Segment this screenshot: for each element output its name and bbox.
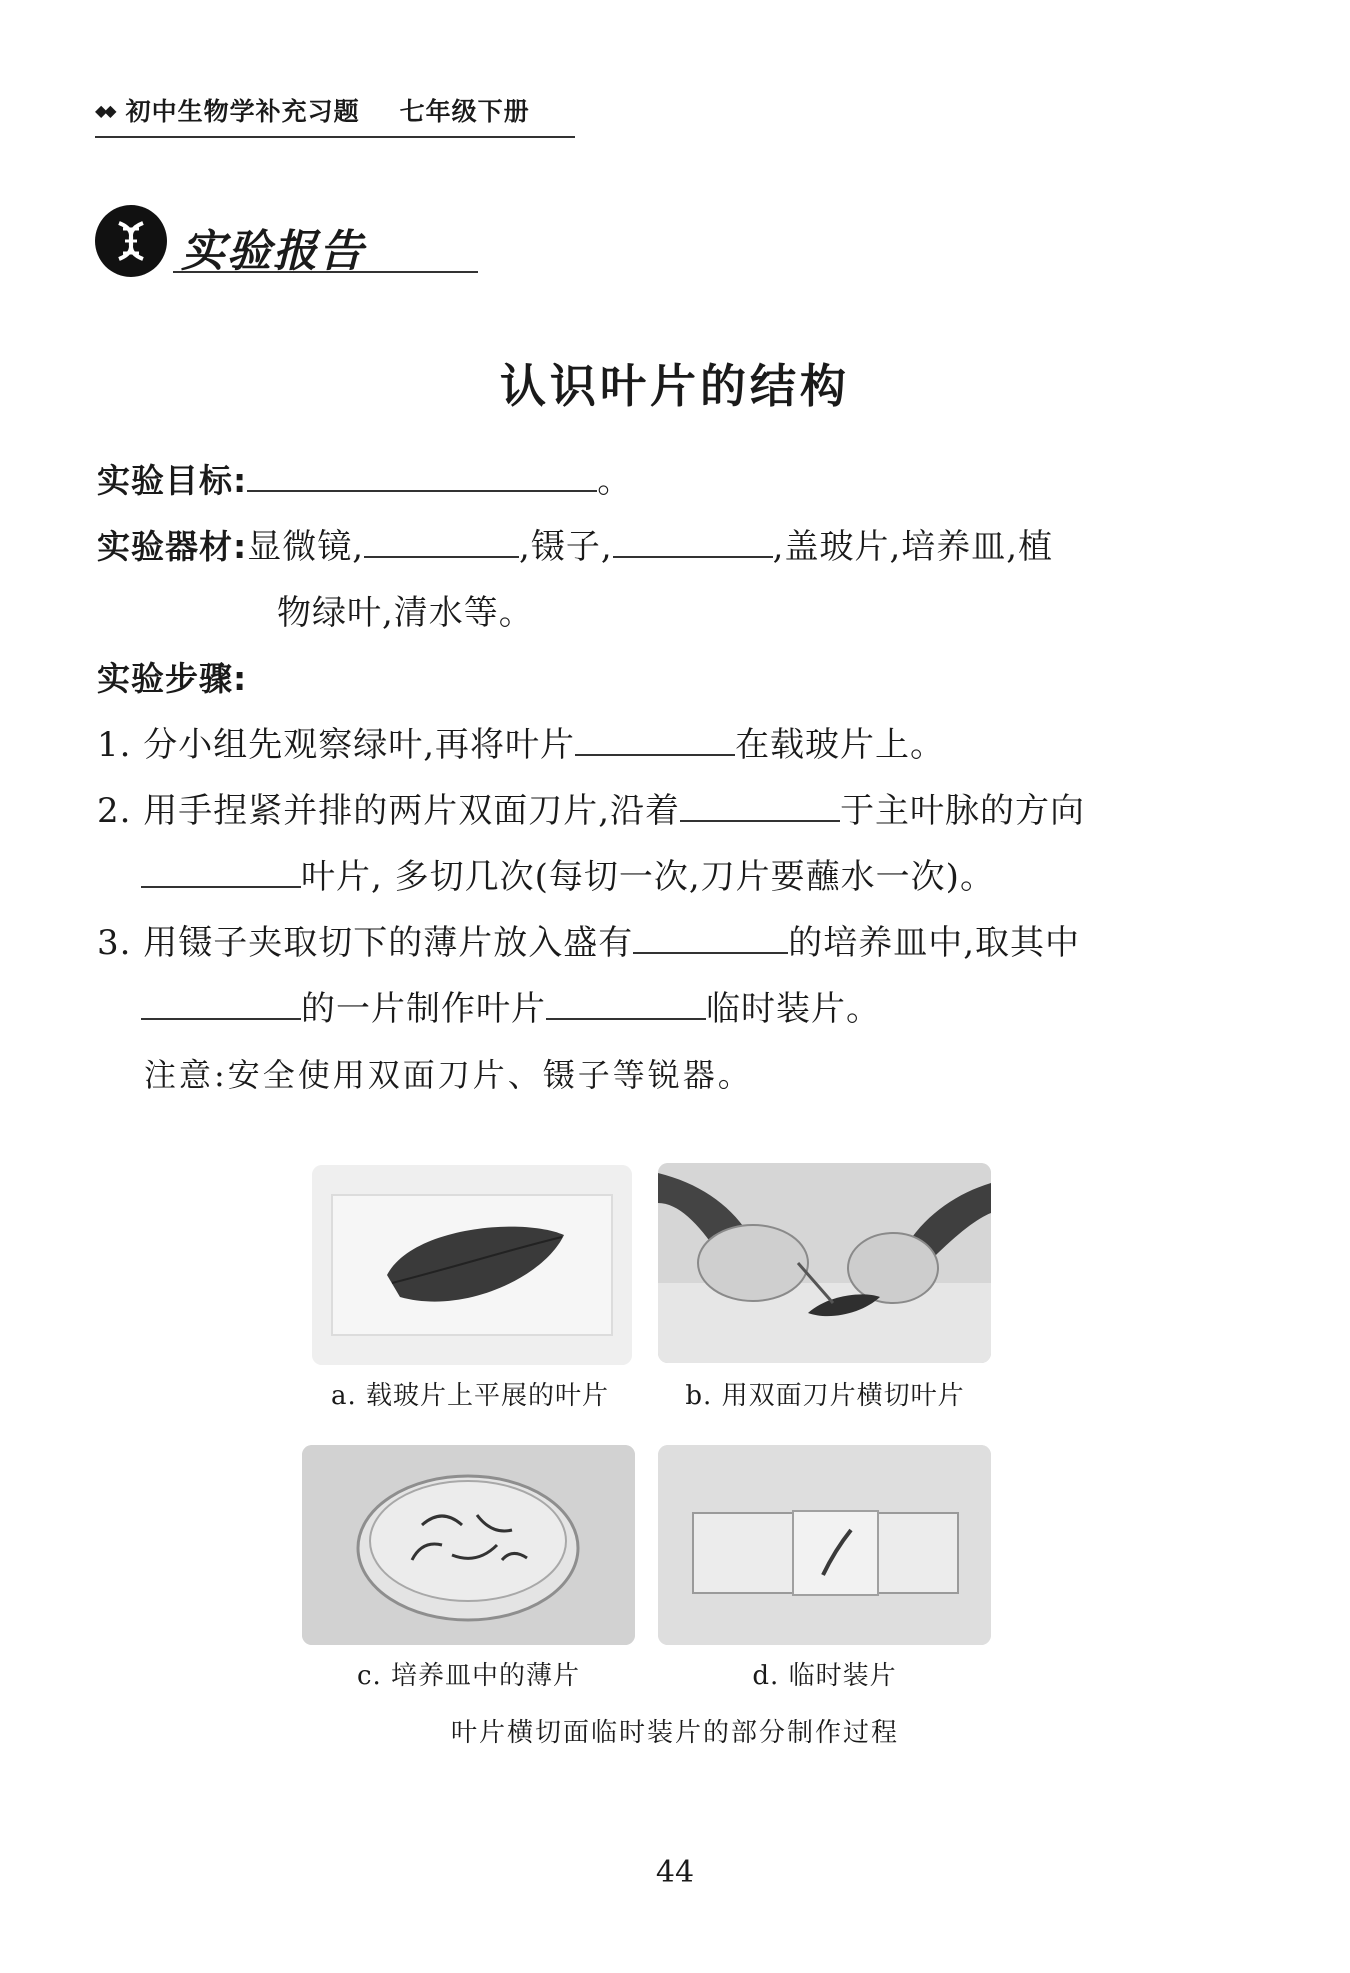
- step-2-blank-2[interactable]: [141, 858, 301, 888]
- materials-line: [97, 514, 1207, 580]
- step-1-blank[interactable]: [575, 726, 735, 756]
- grade-label: 七年级下册: [399, 97, 530, 126]
- steps-label: 实验步骤:: [97, 659, 248, 698]
- materials-item1: 显微镜,: [247, 527, 365, 567]
- section-banner: [95, 205, 385, 283]
- caption-c: c. 培养皿中的薄片: [356, 1661, 581, 1691]
- materials-label: 实验器材:: [97, 527, 248, 566]
- materials-item3: ,盖玻片,培养皿,植: [772, 527, 1054, 567]
- step-3-text-b: 的培养皿中,取其中: [788, 923, 1081, 963]
- step-2-blank-1[interactable]: [680, 792, 840, 822]
- photo-cutting-leaf: [658, 1163, 991, 1363]
- photo-temporary-slide: [658, 1445, 991, 1645]
- experiment-body: [97, 448, 1207, 1108]
- safety-note: [97, 1042, 1207, 1108]
- step-2: [97, 778, 1207, 844]
- goal-line: [97, 448, 1207, 514]
- step-3-text-c: 的一片制作叶片: [301, 989, 546, 1029]
- step-2-text-b: 于主叶脉的方向: [840, 791, 1086, 831]
- section-title: 实验报告: [181, 226, 365, 277]
- photo-leaf-on-slide: [312, 1165, 632, 1365]
- materials-line-2: [97, 580, 1207, 646]
- diamond-bullet-icon: ◆◆: [95, 100, 114, 120]
- step-3-blank-3[interactable]: [546, 990, 706, 1020]
- safety-note-text: 注意:安全使用双面刀片、镊子等锐器。: [144, 1056, 753, 1094]
- figure-caption: 叶片横切面临时装片的部分制作过程: [450, 1718, 899, 1748]
- steps-heading-line: [97, 646, 1207, 712]
- materials-line2-text: 物绿叶,清水等。: [277, 593, 534, 633]
- step-2-line-2: [97, 844, 1207, 910]
- goal-label: 实验目标:: [97, 461, 248, 500]
- step-3-blank-1[interactable]: [633, 924, 788, 954]
- page-title: 认识叶片的结构: [500, 359, 850, 413]
- step-3-text-a: 3. 用镊子夹取切下的薄片放入盛有: [97, 923, 634, 963]
- goal-end: 。: [597, 461, 633, 501]
- materials-blank-2[interactable]: [613, 528, 773, 558]
- materials-item2: ,镊子,: [519, 527, 613, 567]
- photo-petri-dish: [302, 1445, 635, 1645]
- page-number: 44: [655, 1855, 695, 1890]
- caption-a: a. 载玻片上平展的叶片: [330, 1381, 610, 1411]
- book-title: 初中生物学补充习题: [125, 97, 360, 126]
- step-3-blank-2[interactable]: [141, 990, 301, 1020]
- running-header: [95, 92, 575, 138]
- step-2-text-c: 叶片, 多切几次(每切一次,刀片要蘸水一次)。: [301, 857, 995, 897]
- goal-blank[interactable]: [247, 462, 597, 492]
- caption-d: d. 临时装片: [752, 1661, 897, 1691]
- step-3: [97, 910, 1207, 976]
- dna-badge-icon: [95, 205, 167, 277]
- section-rule: [173, 271, 478, 273]
- step-2-text-a: 2. 用手捏紧并排的两片双面刀片,沿着: [97, 791, 681, 831]
- materials-blank-1[interactable]: [364, 528, 519, 558]
- step-1: [97, 712, 1207, 778]
- step-3-text-d: 临时装片。: [706, 989, 881, 1029]
- step-1-text-a: 1. 分小组先观察绿叶,再将叶片: [97, 725, 576, 765]
- caption-b: b. 用双面刀片横切叶片: [685, 1381, 965, 1411]
- step-3-line-2: [97, 976, 1207, 1042]
- step-1-text-b: 在载玻片上。: [735, 725, 946, 765]
